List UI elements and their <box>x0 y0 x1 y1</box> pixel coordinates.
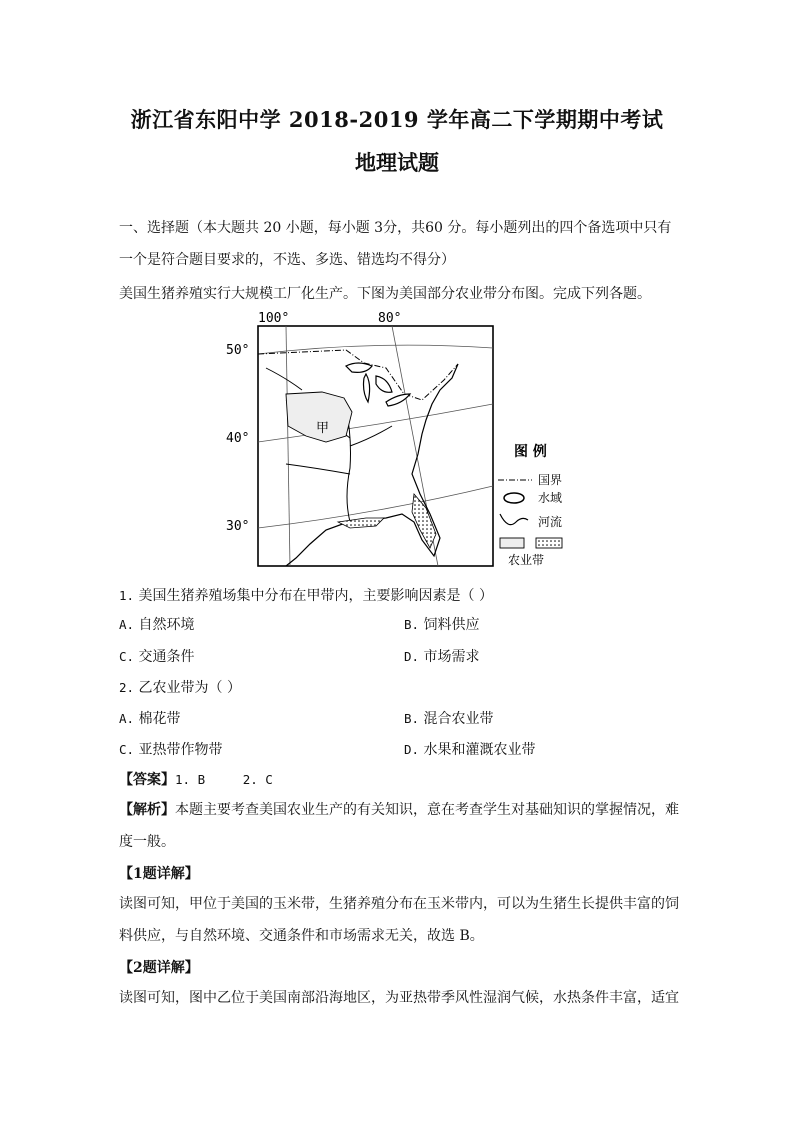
legend-belt-symbol-dotted <box>536 538 562 548</box>
detail-1-text: 读图可知，甲位于美国的玉米带，生猪养殖分布在玉米带内，可以为生猪生长提供丰富的饲料供应，与自然环境、交通条件和市场需求无关，故选 B。 <box>119 896 679 944</box>
answer-value: 1. B 2. C <box>175 772 273 787</box>
answer-label: 【答案】 <box>119 772 175 788</box>
question-1 <box>119 585 493 605</box>
detail-2-text: 读图可知，图中乙位于美国南部沿海地区，为亚热带季风性湿润气候，水热条件丰富，适宜 <box>119 990 679 1006</box>
map-frame <box>258 326 493 566</box>
lon-label-80: 80° <box>378 311 402 326</box>
analysis-label: 【解析】 <box>119 802 175 818</box>
q1-option-d: D. 市场需求 <box>404 649 480 665</box>
section-heading: 一、选择题（本大题共 20 小题，每小题 3分，共60 分。每小题列出的四个备选项中只有一个是符合题目要求的，不选、多选、错选均不得分） <box>119 220 672 268</box>
legend-water-symbol <box>504 493 524 503</box>
question-2-stem: 乙农业带为（ ） <box>138 680 241 696</box>
analysis-text: 本题主要考查美国农业生产的有关知识，意在考查学生对基础知识的掌握情况，难度一般。 <box>119 802 679 850</box>
detail-2-label: 【2题详解】 <box>119 960 199 976</box>
legend-panel <box>494 440 584 570</box>
answer-line <box>119 769 273 789</box>
question-1-number: 1. <box>119 588 135 603</box>
q2-option-b: B. 混合农业带 <box>404 711 494 727</box>
legend-river-label: 河流 <box>538 515 563 529</box>
question-2-number: 2. <box>119 680 135 695</box>
q1-option-c: C. 交通条件 <box>119 649 195 665</box>
legend-border-label: 国界 <box>538 473 563 487</box>
q2-option-a: A. 棉花带 <box>119 711 181 727</box>
q1-option-b: B. 饲料供应 <box>404 617 480 633</box>
legend-belt-label: 农业带 <box>508 553 545 567</box>
q2-option-d: D. 水果和灌溉农业带 <box>404 742 536 758</box>
lon-label-100: 100° <box>258 311 290 326</box>
analysis-paragraph <box>119 794 679 858</box>
marker-jia: 甲 <box>316 421 330 436</box>
document-subtitle: 地理试题 <box>355 150 439 175</box>
q1-option-a: A. 自然环境 <box>119 617 195 633</box>
detail-1-label: 【1题详解】 <box>119 866 199 882</box>
question-intro: 美国生猪养殖实行大规模工厂化生产。下图为美国部分农业带分布图。完成下列各题。 <box>119 286 651 302</box>
lat-label-50: 50° <box>226 343 250 358</box>
legend-title: 图 例 <box>514 444 547 460</box>
question-1-stem: 美国生猪养殖场集中分布在甲带内，主要影响因素是（ ） <box>138 588 493 604</box>
question-2 <box>119 677 241 697</box>
us-agricultural-belt-map <box>226 308 506 570</box>
legend-belt-symbol-plain <box>500 538 524 548</box>
lat-label-40: 40° <box>226 431 250 446</box>
legend-river-symbol <box>500 514 528 525</box>
document-title: 浙江省东阳中学 2018-2019 学年高二下学期期中考试 <box>130 107 664 132</box>
q2-option-c: C. 亚热带作物带 <box>119 742 223 758</box>
legend-water-label: 水域 <box>538 491 563 505</box>
lat-label-30: 30° <box>226 519 250 534</box>
